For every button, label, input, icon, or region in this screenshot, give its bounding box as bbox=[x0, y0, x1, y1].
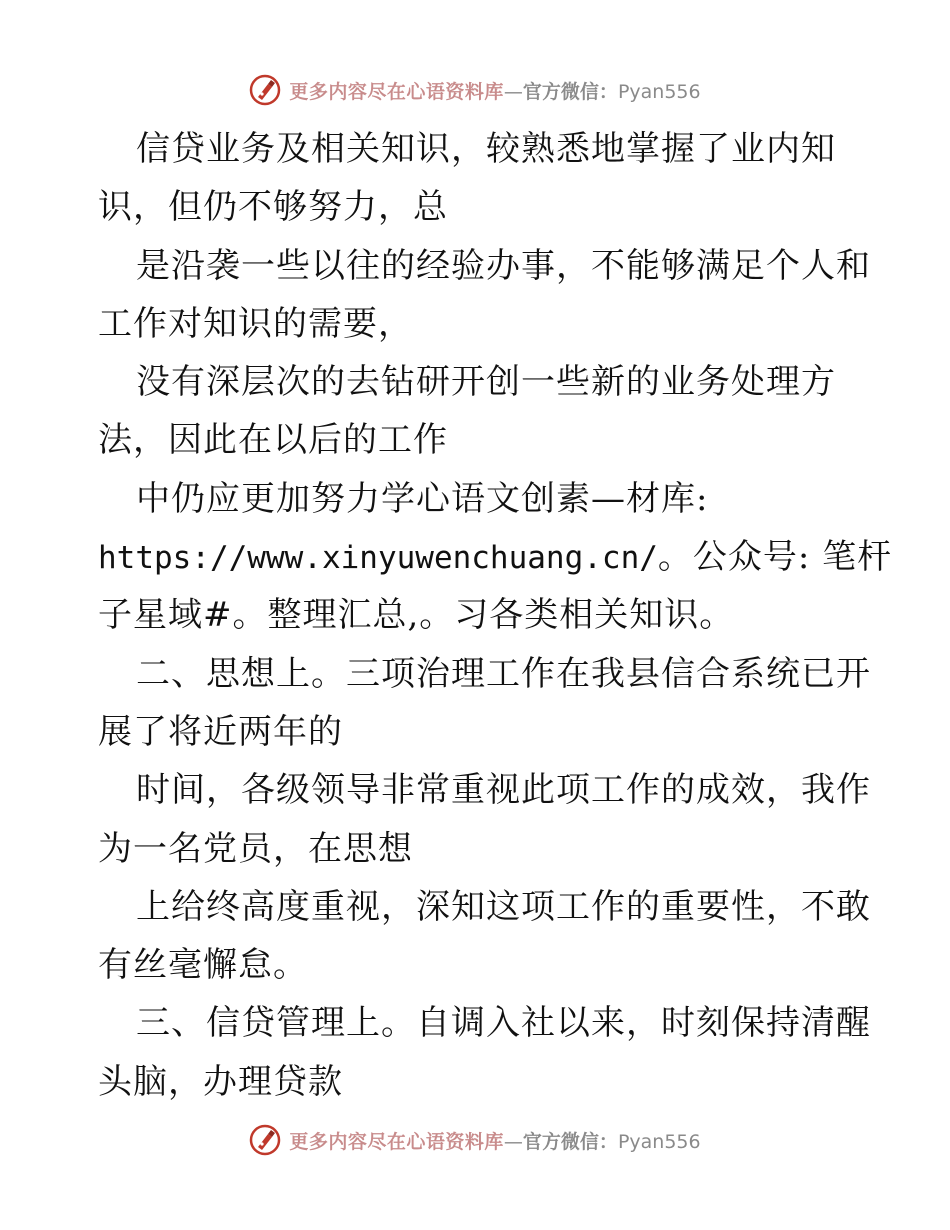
header-banner bbox=[0, 72, 950, 108]
body-line: 有丝毫懈怠。 bbox=[98, 945, 308, 986]
url-line bbox=[98, 528, 893, 586]
banner-brand: 更多内容尽在心语资料库 bbox=[289, 80, 504, 103]
banner-separator: — bbox=[503, 80, 523, 103]
document-body bbox=[98, 120, 893, 1111]
body-line: 法，因此在以后的工作 bbox=[98, 420, 448, 461]
body-line: 子星域#。整理汇总,。习各类相关知识。 bbox=[98, 595, 735, 636]
banner-wechat-label: 官方微信： bbox=[522, 1130, 618, 1153]
banner-separator: — bbox=[503, 1130, 523, 1153]
pen-nib-logo-icon bbox=[249, 74, 281, 106]
body-line: 没有深层次的去钻研开创一些新的业务处理方 bbox=[136, 362, 836, 403]
body-line: 时间，各级领导非常重视此项工作的成效，我作 bbox=[136, 770, 871, 811]
banner-wechat-label: 官方微信： bbox=[522, 80, 618, 103]
banner-text bbox=[289, 77, 700, 104]
banner-text bbox=[289, 1127, 700, 1154]
body-line: 工作对知识的需要， bbox=[98, 303, 413, 344]
body-line: 头脑，办理贷款 bbox=[98, 1061, 343, 1102]
body-line: 是沿袭一些以往的经验办事，不能够满足个人和 bbox=[136, 245, 871, 286]
body-line: 展了将近两年的 bbox=[98, 711, 343, 752]
body-line: 上给终高度重视，深知这项工作的重要性，不敢 bbox=[136, 886, 871, 927]
footer-banner bbox=[0, 1122, 950, 1158]
banner-brand: 更多内容尽在心语资料库 bbox=[289, 1130, 504, 1153]
website-url: https://www.xinyuwenchuang.cn/ bbox=[98, 540, 658, 577]
body-line: 二、思想上。三项治理工作在我县信合系统已开 bbox=[136, 653, 871, 694]
body-line: 三、信贷管理上。自调入社以来，时刻保持清醒 bbox=[136, 1003, 871, 1044]
url-line-suffix: 。公众号: 笔杆 bbox=[657, 537, 893, 578]
banner-wechat-id: Pyan556 bbox=[617, 1130, 701, 1153]
pen-nib-logo-icon bbox=[249, 1124, 281, 1156]
body-line: 中仍应更加努力学心语文创素—材库: bbox=[136, 478, 709, 519]
body-line: 为一名党员，在思想 bbox=[98, 828, 413, 869]
body-line: 识，但仍不够努力，总 bbox=[98, 187, 448, 228]
banner-wechat-id: Pyan556 bbox=[617, 80, 701, 103]
body-line: 信贷业务及相关知识，较熟悉地掌握了业内知 bbox=[136, 129, 836, 169]
